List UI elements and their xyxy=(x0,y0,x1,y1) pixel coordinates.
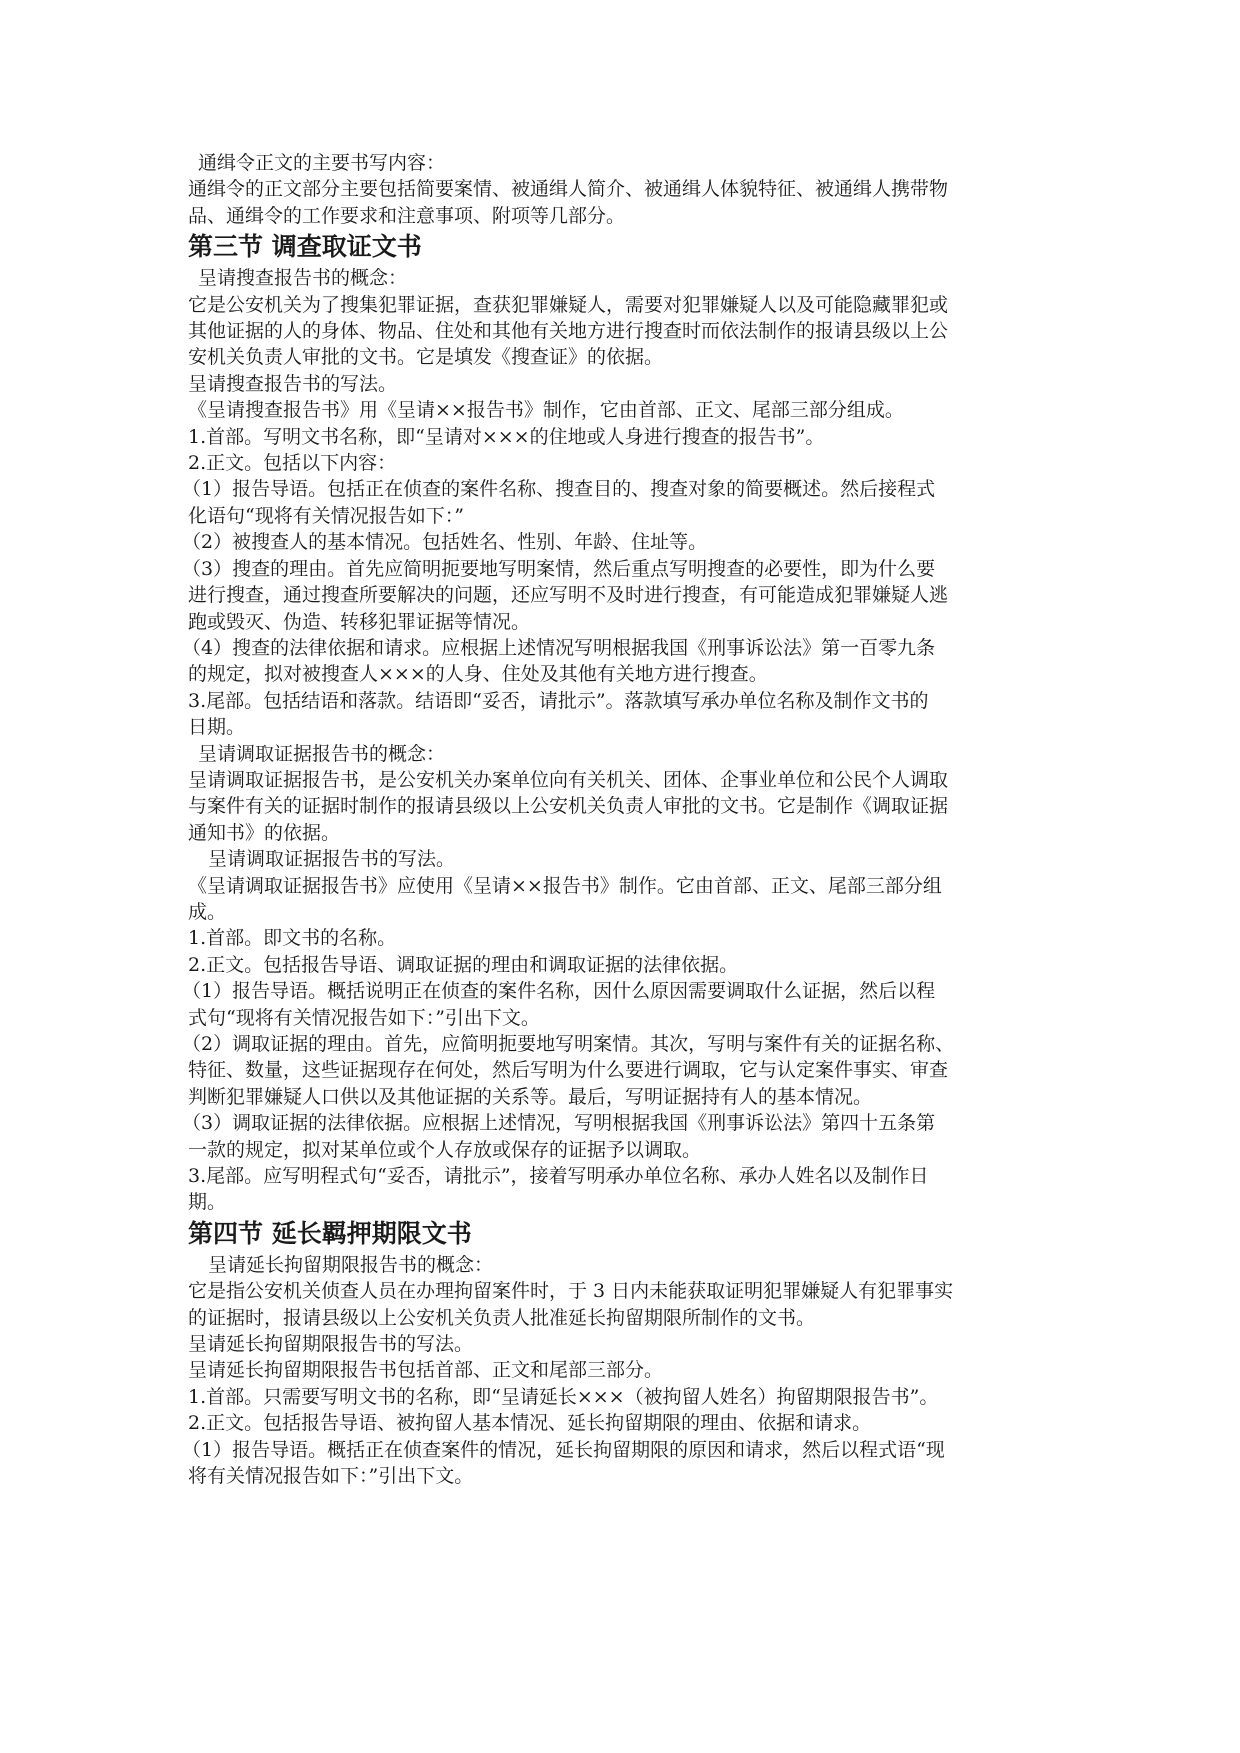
paragraph-line: 呈请延长拘留期限报告书包括首部、正文和尾部三部分。 xyxy=(188,1359,664,1382)
list-item: 2.正文。包括报告导语、被拘留人基本情况、延长拘留期限的理由、依据和请求。 xyxy=(188,1412,872,1435)
paragraph-line: 其他证据的人的身体、物品、住处和其他有关地方进行搜查时而依法制作的报请县级以上公 xyxy=(188,320,949,343)
list-item: 3.尾部。应写明程式句“妥否，请批示”，接着写明承办单位名称、承办人姓名以及制作日 xyxy=(188,1165,929,1188)
paragraph-line: 与案件有关的证据时制作的报请县级以上公安机关负责人审批的文书。它是制作《调取证据 xyxy=(188,795,949,818)
paragraph-line: 品、通缉令的工作要求和注意事项、附项等几部分。 xyxy=(188,204,626,227)
list-item: （4）搜查的法律依据和请求。应根据上述情况写明根据我国《刑事诉讼法》第一百零九条 xyxy=(182,636,936,659)
list-item: （2）调取证据的理由。首先，应简明扼要地写明案情。其次，写明与案件有关的证据名称、 xyxy=(182,1033,955,1055)
subheading-detention-method: 呈请延长拘留期限报告书的写法。 xyxy=(188,1333,474,1356)
paragraph-line: 期。 xyxy=(188,1191,227,1214)
paragraph-line: 安机关负责人审批的文书。它是填发《搜查证》的依据。 xyxy=(188,346,664,369)
paragraph-line: 化语句“现将有关情况报告如下：” xyxy=(188,504,464,527)
document-page xyxy=(182,150,1058,1490)
subheading-search-concept: 呈请搜查报告书的概念： xyxy=(198,267,408,290)
paragraph-line: 《呈请搜查报告书》用《呈请××报告书》制作，它由首部、正文、尾部三部分组成。 xyxy=(188,399,904,422)
list-item: 1.首部。只需要写明文书的名称，即“呈请延长×××（被拘留人姓名）拘留期限报告书”。 xyxy=(188,1385,939,1408)
section-heading-4: 第四节 延长羁押期限文书 xyxy=(188,1218,472,1248)
paragraph-line: 它是指公安机关侦查人员在办理拘留案件时，于 3 日内未能获取证明犯罪嫌疑人有犯罪事实 xyxy=(188,1280,954,1303)
paragraph-line: 式句“现将有关情况报告如下：”引出下文。 xyxy=(188,1006,540,1029)
section-heading-3: 第三节 调查取证文书 xyxy=(188,232,422,262)
subheading-evidence-method: 呈请调取证据报告书的写法。 xyxy=(208,848,456,871)
paragraph-line: 特征、数量，这些证据现存在何处，然后写明为什么要进行调取，它与认定案件事实、审查 xyxy=(188,1059,949,1082)
paragraph-line: 判断犯罪嫌疑人口供以及其他证据的关系等。最后，写明证据持有人的基本情况。 xyxy=(188,1085,873,1108)
paragraph-line: 《呈请调取证据报告书》应使用《呈请××报告书》制作。它由首部、正文、尾部三部分组 xyxy=(188,874,942,897)
list-item: 2.正文。包括以下内容： xyxy=(188,452,397,475)
paragraph-line: 的规定，拟对被搜查人×××的人身、住处及其他有关地方进行搜查。 xyxy=(188,663,768,686)
subheading-evidence-concept: 呈请调取证据报告书的概念： xyxy=(198,742,446,765)
list-item: （1）报告导语。概括说明正在侦查的案件名称，因什么原因需要调取什么证据，然后以程 xyxy=(182,980,936,1003)
paragraph-line: 成。 xyxy=(188,900,227,923)
subheading-detention-concept: 呈请延长拘留期限报告书的概念： xyxy=(208,1253,494,1276)
subheading-wanted-order-body: 通缉令正文的主要书写内容： xyxy=(198,152,446,174)
paragraph-line: 呈请调取证据报告书，是公安机关办案单位向有关机关、团体、企事业单位和公民个人调取 xyxy=(188,768,949,791)
list-item: （1）报告导语。概括正在侦查案件的情况，延长拘留期限的原因和请求，然后以程式语“现 xyxy=(182,1438,945,1461)
paragraph-line: 进行搜查，通过搜查所要解决的问题，还应写明不及时进行搜查，有可能造成犯罪嫌疑人逃 xyxy=(188,584,949,607)
paragraph-line: 通知书》的依据。 xyxy=(188,821,341,844)
list-item: 1.首部。写明文书名称，即“呈请对×××的住地或人身进行搜查的报告书”。 xyxy=(188,425,825,448)
list-item: 1.首部。即文书的名称。 xyxy=(188,927,397,950)
paragraph-line: 将有关情况报告如下：”引出下文。 xyxy=(188,1465,474,1488)
list-item: （3）搜查的理由。首先应简明扼要地写明案情，然后重点写明搜查的必要性，即为什么要 xyxy=(182,557,936,580)
paragraph-line: 的证据时，报请县级以上公安机关负责人批准延长拘留期限所制作的文书。 xyxy=(188,1306,816,1329)
list-item: （1）报告导语。包括正在侦查的案件名称、搜查目的、搜查对象的简要概述。然后接程式 xyxy=(182,478,936,501)
paragraph-line: 它是公安机关为了搜集犯罪证据，查获犯罪嫌疑人，需要对犯罪嫌疑人以及可能隐藏罪犯或 xyxy=(188,293,949,316)
list-item: 3.尾部。包括结语和落款。结语即“妥否，请批示”。落款填写承办单位名称及制作文书的 xyxy=(188,689,929,712)
paragraph-line: 一款的规定，拟对某单位或个人存放或保存的证据予以调取。 xyxy=(188,1138,702,1161)
paragraph-line: 通缉令的正文部分主要包括简要案情、被通缉人简介、被通缉人体貌特征、被通缉人携带物 xyxy=(188,178,949,201)
list-item: （2）被搜查人的基本情况。包括姓名、性别、年龄、住址等。 xyxy=(182,531,708,554)
list-item: 2.正文。包括报告导语、调取证据的理由和调取证据的法律依据。 xyxy=(188,953,739,976)
paragraph-line: 跑或毁灭、伪造、转移犯罪证据等情况。 xyxy=(188,610,531,633)
list-item: （3）调取证据的法律依据。应根据上述情况，写明根据我国《刑事诉讼法》第四十五条第 xyxy=(182,1112,936,1135)
paragraph-line: 日期。 xyxy=(188,716,246,739)
subheading-search-method: 呈请搜查报告书的写法。 xyxy=(188,372,398,395)
